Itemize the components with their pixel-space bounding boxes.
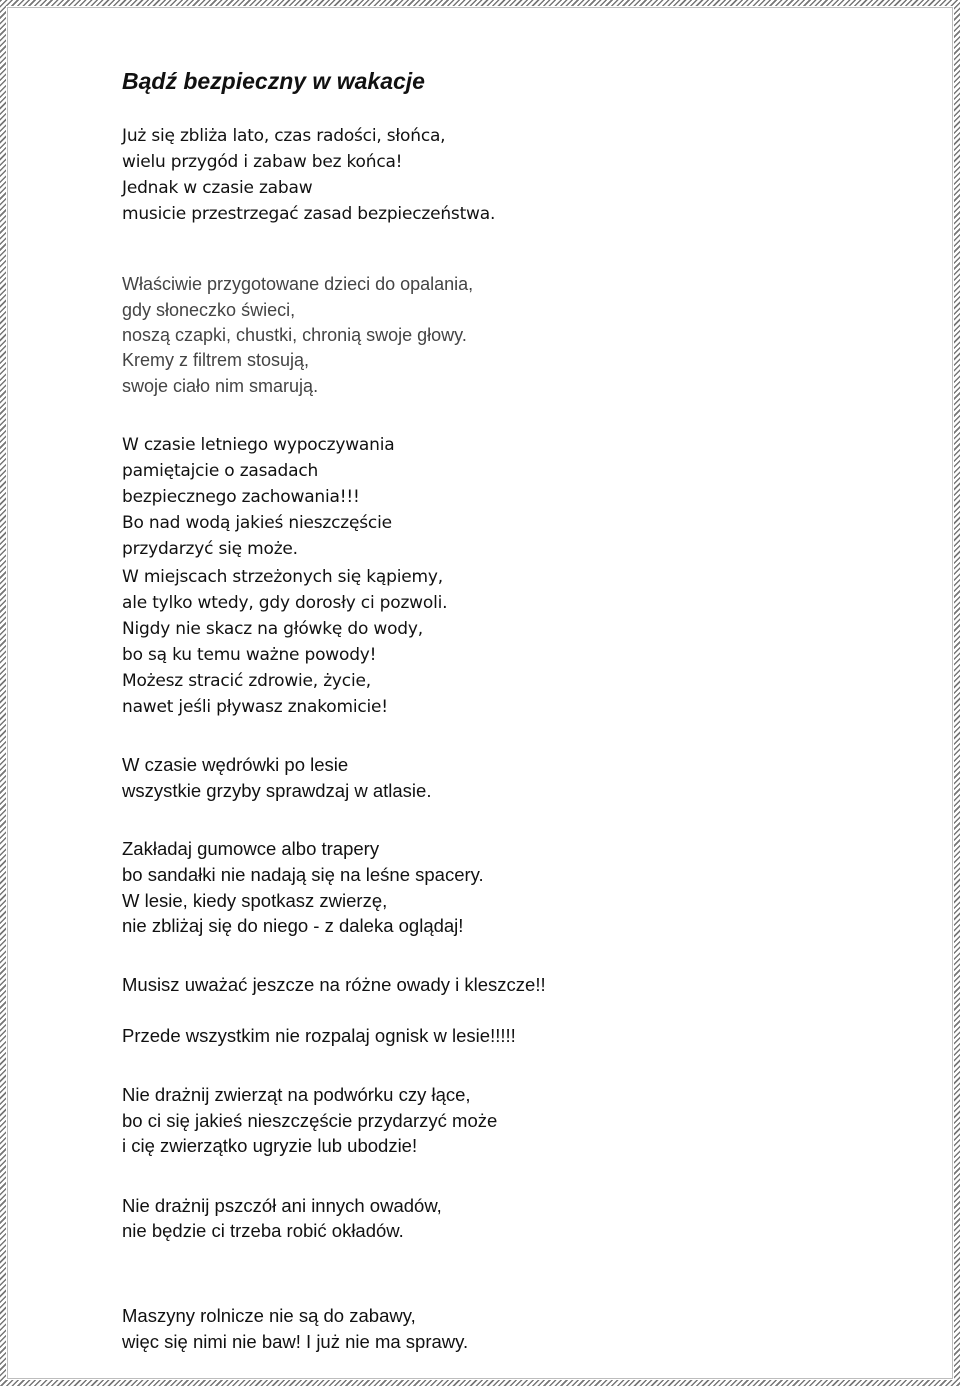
- poem-line-15: W miejscach strzeżonych się kąpiemy,: [122, 567, 443, 587]
- poem-line-32: Nie drażnij pszczół ani innych owadów,: [122, 1195, 442, 1216]
- poem-line-22: wszystkie grzyby sprawdzaj w atlasie.: [122, 780, 432, 801]
- poem-line-35: więc się nimi nie baw! I już nie ma sprawy.: [122, 1331, 469, 1352]
- poem-line-28: Przede wszystkim nie rozpalaj ognisk w lesie!!!!!: [122, 1025, 516, 1046]
- poem-line-5: Właściwie przygotowane dzieci do opalania,: [122, 274, 474, 294]
- poem-line-4: musicie przestrzegać zasad bezpieczeństwa.: [122, 204, 496, 224]
- poem-line-12: bezpiecznego zachowania!!!: [122, 487, 360, 507]
- poem-line-24: bo sandałki nie nadają się na leśne spacery.: [122, 864, 484, 885]
- poem-line-13: Bo nad wodą jakieś nieszczęście: [122, 513, 392, 533]
- poem-line-6: gdy słoneczko świeci,: [122, 300, 296, 320]
- poem-line-31: i cię zwierzątko ugryzie lub ubodzie!: [122, 1135, 418, 1156]
- poem-line-29: Nie drażnij zwierząt na podwórku czy łące,: [122, 1084, 471, 1105]
- poem-line-18: bo są ku temu ważne powody!: [122, 645, 377, 665]
- poem-line-27: Musisz uważać jeszcze na różne owady i kleszcze!!: [122, 974, 546, 995]
- poem-line-1: Już się zbliża lato, czas radości, słońca,: [122, 126, 446, 146]
- poem-line-7: noszą czapki, chustki, chronią swoje głowy.: [122, 325, 467, 345]
- poem-line-26: nie zbliżaj się do niego - z daleka oglądaj!: [122, 915, 464, 936]
- poem-line-20: nawet jeśli pływasz znakomicie!: [122, 697, 388, 717]
- poem-line-19: Możesz stracić zdrowie, życie,: [122, 671, 371, 691]
- poem-line-8: Kremy z filtrem stosują,: [122, 350, 310, 370]
- poem-line-14: przydarzyć się może.: [122, 539, 298, 559]
- poem-line-21: W czasie wędrówki po lesie: [122, 754, 349, 775]
- poem-line-17: Nigdy nie skacz na główkę do wody,: [122, 619, 423, 639]
- poem-line-10: W czasie letniego wypoczywania: [122, 435, 395, 455]
- poem-line-9: swoje ciało nim smarują.: [122, 376, 319, 396]
- poem-line-16: ale tylko wtedy, gdy dorosły ci pozwoli.: [122, 593, 448, 613]
- poem-line-2: wielu przygód i zabaw bez końca!: [122, 152, 403, 172]
- poem-title: Bądź bezpieczny w wakacje: [122, 68, 425, 94]
- poem-line-34: Maszyny rolnicze nie są do zabawy,: [122, 1305, 416, 1326]
- poem-line-33: nie będzie ci trzeba robić okładów.: [122, 1220, 404, 1241]
- poem-line-11: pamiętajcie o zasadach: [122, 461, 319, 481]
- poem-line-3: Jednak w czasie zabaw: [122, 178, 313, 198]
- poem-line-23: Zakładaj gumowce albo trapery: [122, 838, 380, 859]
- poem-line-30: bo ci się jakieś nieszczęście przydarzyć może: [122, 1110, 498, 1131]
- poem-line-25: W lesie, kiedy spotkasz zwierzę,: [122, 890, 388, 911]
